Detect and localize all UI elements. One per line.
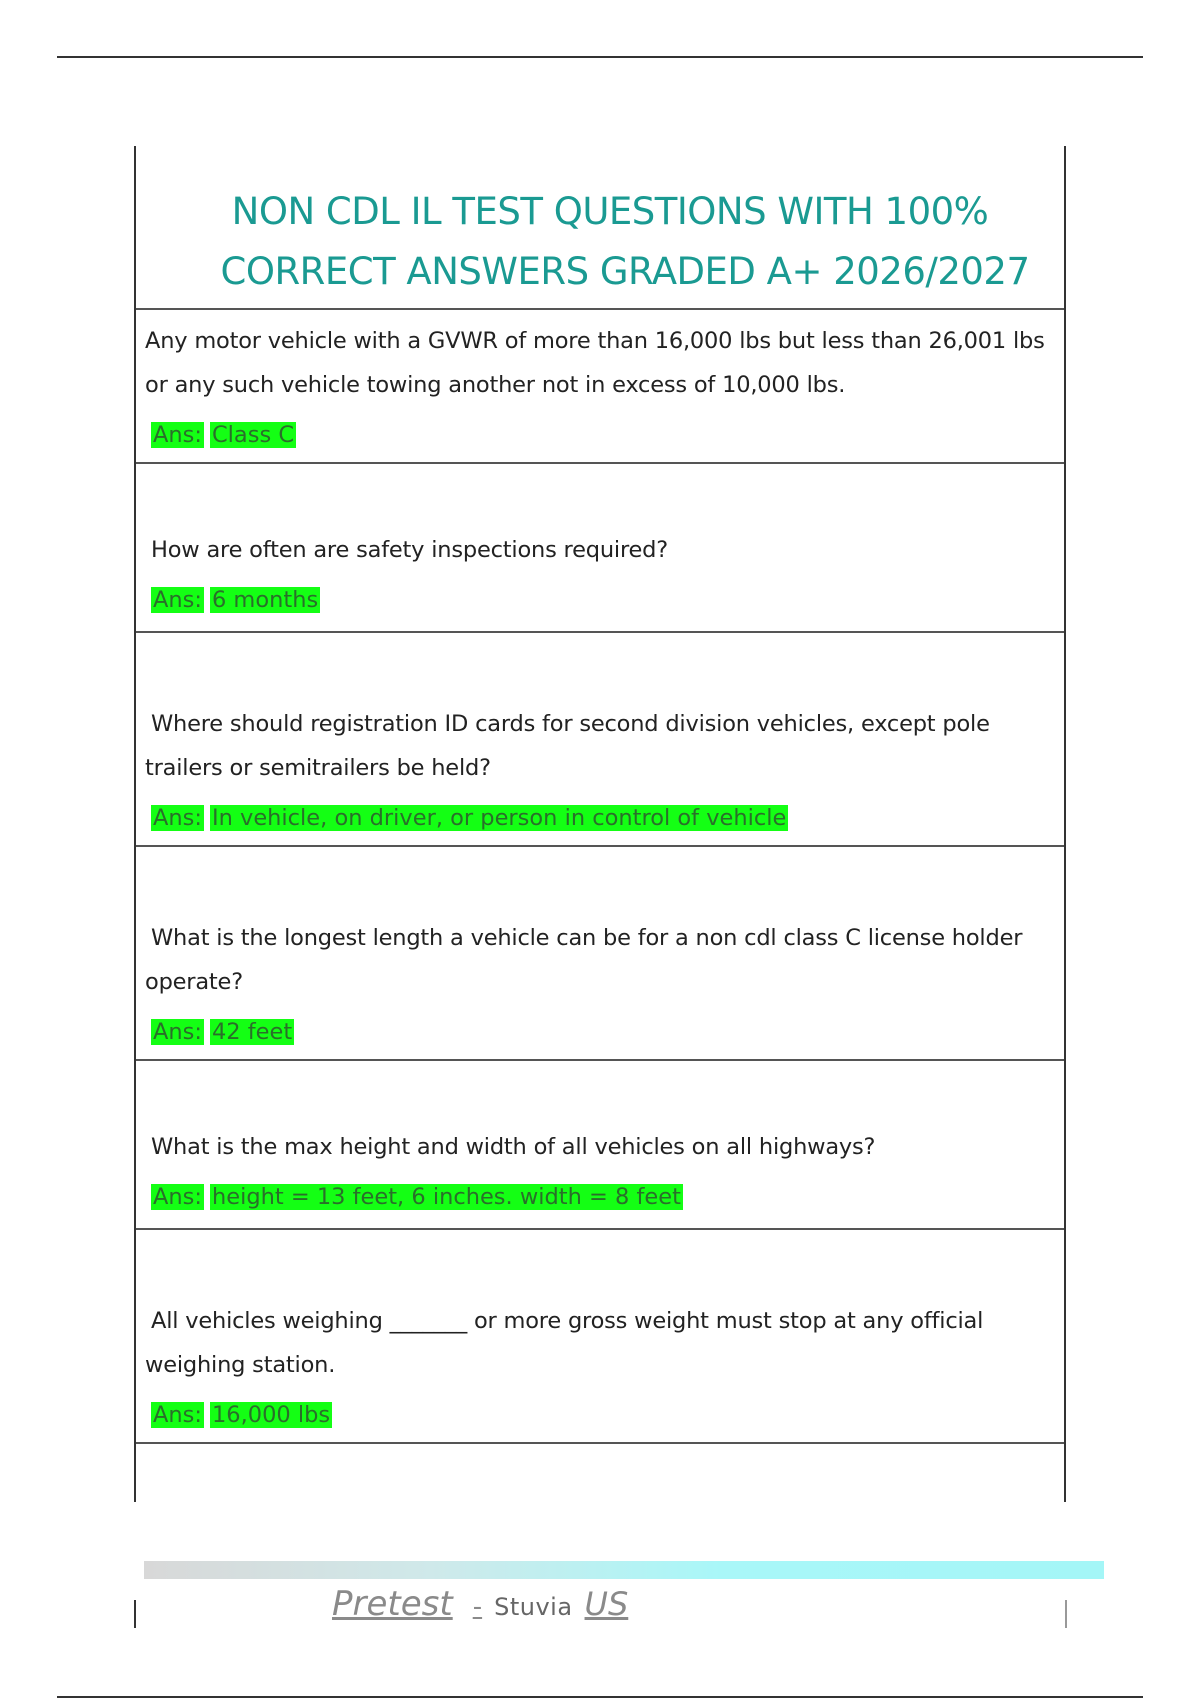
answer-label: Ans: [153,1184,202,1210]
document-frame [134,146,1066,1502]
footer [332,1584,628,1624]
question-text: Any motor vehicle with a GVWR of more than 16,000 lbs but less than 26,001 lbs or any such vehicle towing another not in excess of 10,000 lbs. [145,328,1045,398]
answer-label: Ans: [153,805,202,831]
answer [151,802,788,834]
title-block [136,146,1064,310]
question-text: What is the max height and width of all vehicles on all highways? [151,1134,876,1160]
answer-text: Class C [211,422,295,448]
answer-text: In vehicle, on driver, or person in control of vehicle [211,805,787,831]
document-title-line-1: NON CDL IL TEST QUESTIONS WITH 100% [231,190,989,233]
top-rule [57,56,1143,58]
answer [151,1399,332,1431]
footer-site-name: Stuvia [494,1593,573,1621]
question-text: Where should registration ID cards for second division vehicles, except pole trailers or semitrailers be held? [145,711,990,781]
qa-item [136,464,1064,633]
bottom-rule [57,1696,1143,1698]
footer-color-bar [144,1561,1104,1579]
answer-text: height = 13 feet, 6 inches. width = 8 feet [211,1184,681,1210]
footer-divider-left [134,1600,136,1628]
footer-divider-right [1065,1600,1067,1628]
document-title-line-2: CORRECT ANSWERS GRADED A+ 2026/2027 [220,250,1030,293]
answer [151,1016,294,1048]
answer-text: 42 feet [211,1019,293,1045]
qa-item [136,1230,1064,1444]
answer-label: Ans: [153,587,202,613]
footer-region-link[interactable]: US [584,1585,629,1623]
footer-separator: - [472,1592,483,1622]
question-text: All vehicles weighing _______ or more gross weight must stop at any official weighing station. [145,1308,984,1378]
answer [151,1181,683,1213]
answer [151,584,320,616]
answer-label: Ans: [153,1402,202,1428]
answer-text: 6 months [211,587,319,613]
answer-label: Ans: [153,1019,202,1045]
answer-text: 16,000 lbs [211,1402,331,1428]
answer [151,419,296,451]
question-text: How are often are safety inspections required? [151,537,668,563]
question-text: What is the longest length a vehicle can be for a non cdl class C license holder operate? [145,925,1023,995]
qa-item [136,633,1064,847]
qa-item [136,1061,1064,1230]
qa-item [136,310,1064,464]
footer-brand-link[interactable]: Pretest [332,1584,453,1624]
answer-label: Ans: [153,422,202,448]
qa-item [136,847,1064,1061]
